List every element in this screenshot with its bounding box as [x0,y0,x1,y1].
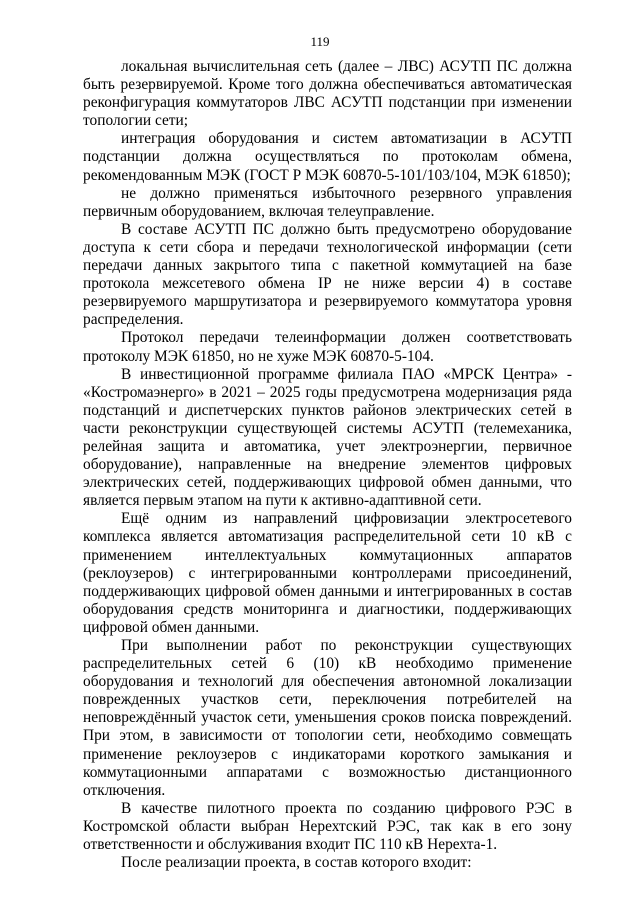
paragraph-pilot-project: В качестве пилотного проекта по созданию цифрового РЭС в Костромской области выбран Нерехтский РЭС, так как в его зону ответственности и обслуживания входит ПС 110 кВ Нерехта-1. [83,799,572,854]
paragraph-reconstruction-requirements: При выполнении работ по реконструкции существующих распределительных сетей 6 (10) кВ необходимо применение оборудования и технологий для обеспечения автономной локализации поврежденных участков сети, переключения потребителей на неповреждённый участок сети, уменьшения сроков поиска повреждений. При этом, в зависимости от топологии сети, необходимо совмещать применение реклоузеров с индикаторами короткого замыкания и коммутационными аппаратами с возможностью дистанционного отключения. [83,637,572,799]
paragraph-investment-program: В инвестиционной программе филиала ПАО «МРСК Центра» - «Костромаэнерго» в 2021 – 2025 годы предусмотрена модернизация ряда подстанций и диспетчерских пунктов районов электрических сетей в части реконструкции существующей системы АСУТП (телемеханика, релейная защита и автоматика, учет электроэнергии, первичное оборудование), направленные на внедрение элементов цифровых электрических сетей, поддерживающих цифровой обмен данными, что является первым этапом на пути к активно-адаптивной сети. [83,365,572,510]
paragraph-lvs-redundancy: локальная вычислительная сеть (далее – ЛВС) АСУТП ПС должна быть резервируемой. Кроме того должна обеспечиваться автоматическая реконфигурация коммутаторов ЛВС АСУТП подстанции при изменении топологии сети; [83,58,572,130]
paragraph-integration-protocols: интеграция оборудования и систем автоматизации в АСУТП подстанции должна осуществляться по протоколам обмена, рекомендованным МЭК (ГОСТ Р МЭК 60870-5-101/103/104, МЭК 61850); [83,130,572,184]
paragraph-network-access-equipment: В составе АСУТП ПС должно быть предусмотрено оборудование доступа к сети сбора и передачи технологической информации (сети передачи данных закрытого типа с пакетной коммутацией на базе протокола межсетевого обмена IP не ниже версии 4) в составе резервируемого маршрутизатора и резервируемого коммутатора уровня распределения. [83,220,572,329]
paragraph-distribution-automation: Ещё одним из направлений цифровизации электросетевого комплекса является автоматизация распределительной сети 10 кВ с применением интеллектуальных коммутационных аппаратов (реклоузеров) с интегрированными контроллерами присоединений, поддерживающих цифровой обмен данными и интегрированных в состав оборудования средств мониторинга и диагностики, поддерживающих цифровой обмен данными. [83,510,572,636]
page-number: 119 [310,34,330,49]
paragraph-after-implementation: После реализации проекта, в состав которого входит: [121,854,472,872]
paragraph-telemetry-protocol: Протокол передачи телеинформации должен соответствовать протоколу МЭК 61850, но не хуже МЭК 60870-5-104. [83,329,572,365]
document-body [83,58,572,872]
paragraph-no-redundant-control: не должно применяться избыточного резервного управления первичным оборудованием, включая телеуправление. [83,184,572,220]
